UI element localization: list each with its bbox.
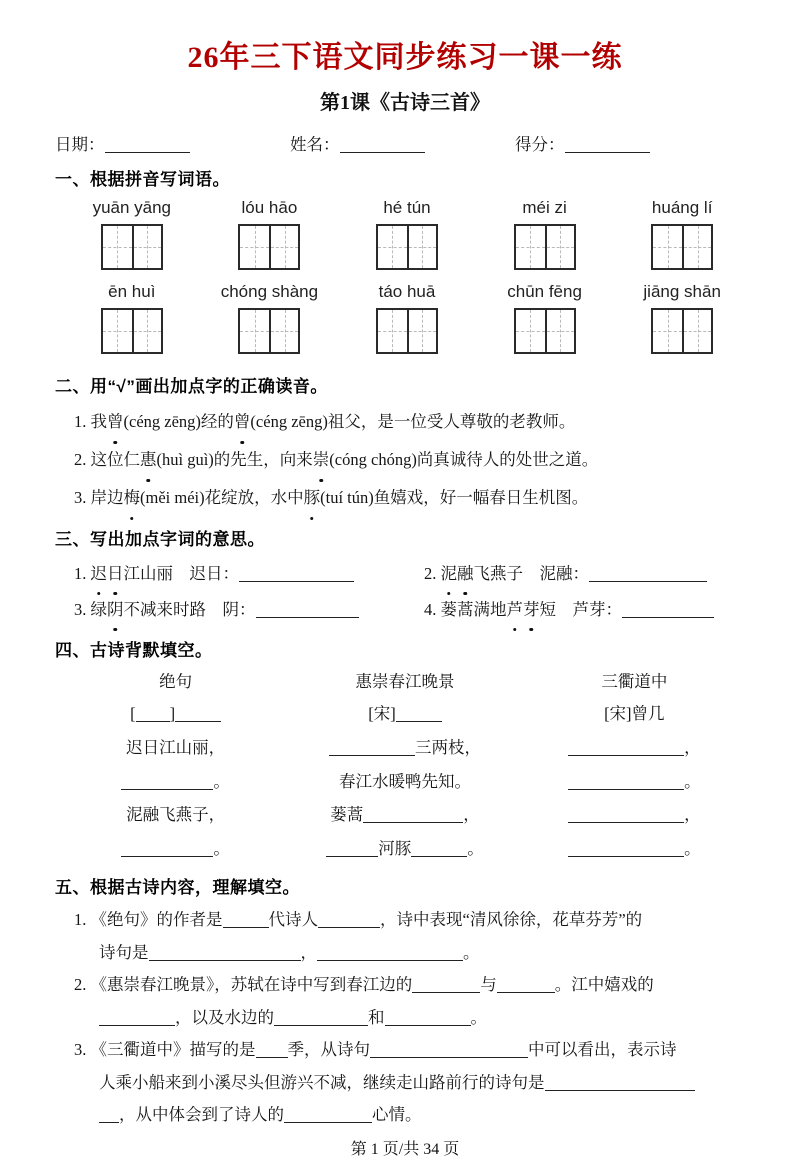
poem-author: [宋] — [290, 697, 519, 731]
pinyin-label: lóu hāo — [241, 198, 298, 217]
fill-in-blank — [545, 1076, 695, 1090]
fill-in-blank — [411, 842, 467, 856]
page-number: 第 1 页/共 34 页 — [350, 1140, 460, 1158]
fill-in-blank — [370, 1044, 528, 1058]
poem-line: 泥融飞燕子， — [126, 805, 226, 824]
info-row — [55, 131, 755, 155]
grid-cell — [545, 310, 574, 352]
fill-in-blank — [149, 946, 301, 960]
grid-cell — [132, 226, 161, 268]
fill-in-blank — [121, 842, 213, 856]
date-field: 日期： — [55, 131, 290, 155]
section3-heading: 三、写出加点字词的意思。 — [55, 530, 265, 549]
writing-grid — [101, 308, 163, 354]
name-field: 姓名： — [290, 131, 515, 155]
fill-in-blank — [568, 742, 684, 756]
grid-cell — [103, 226, 132, 268]
poem-line: ， — [520, 798, 749, 832]
fill-in-blank — [284, 1109, 372, 1123]
writing-grid — [514, 308, 576, 354]
fill-in-blank — [340, 139, 425, 153]
poem-table — [55, 667, 755, 865]
pinyin-label: ēn huì — [108, 282, 156, 301]
meaning-item: 1. 迟日江山丽 迟日： — [55, 556, 405, 592]
pinyin-item — [63, 282, 201, 364]
question-line: ，从中体会到了诗人的 心情。 — [55, 1099, 755, 1132]
fill-in-blank — [396, 708, 442, 722]
poem-line: 。 — [61, 832, 290, 866]
question-line: 1. 《绝句》的作者是 代诗人 ，诗中表现“清风徐徐，花草芬芳”的 — [74, 910, 643, 929]
writing-grid — [651, 224, 713, 270]
fill-in-blank — [622, 604, 714, 618]
comprehension-item — [55, 1034, 755, 1132]
poem-line: 。 — [520, 832, 749, 866]
pinyin-row-2 — [55, 280, 755, 364]
meaning-row — [55, 592, 755, 628]
meaning-item: 2. 泥融飞燕子 泥融： — [405, 556, 707, 592]
writing-grid — [238, 308, 300, 354]
pinyin-label: hé tún — [383, 198, 431, 217]
fill-in-blank — [317, 946, 463, 960]
pinyin-item — [201, 198, 339, 280]
lesson-title: 第1课《古诗三首》 — [320, 92, 490, 114]
poem-sanqu — [520, 667, 749, 865]
grid-cell — [378, 226, 407, 268]
fill-in-blank — [136, 708, 170, 722]
fill-in-blank — [121, 775, 213, 789]
pinyin-label: chóng shàng — [220, 282, 319, 301]
section1-heading: 一、根据拼音写词语。 — [55, 170, 230, 189]
poem-huichong — [290, 667, 519, 865]
poem-line: ， — [520, 731, 749, 765]
fill-in-blank — [497, 979, 555, 993]
fill-in-blank — [568, 775, 684, 789]
poem-line: 。 — [61, 765, 290, 799]
pronunciation-item: 3. 岸边梅(měi méi)花绽放，水中豚(tuí tún)鱼嬉戏，好一幅春日生机图。 — [55, 479, 755, 517]
grid-cell — [545, 226, 574, 268]
fill-in-blank — [105, 139, 190, 153]
poem-author: [ ] — [61, 697, 290, 731]
fill-in-blank — [412, 979, 480, 993]
pinyin-item — [63, 198, 201, 280]
writing-grid — [376, 308, 438, 354]
poem-title: 绝句 — [159, 672, 193, 691]
fill-in-blank — [565, 139, 650, 153]
comprehension-item — [55, 969, 755, 1034]
fill-in-blank — [568, 809, 684, 823]
grid-cell — [132, 310, 161, 352]
grid-cell — [240, 226, 269, 268]
writing-grid — [514, 224, 576, 270]
writing-grid — [651, 308, 713, 354]
question-line: 人乘小船来到小溪尽头但游兴不减，继续走山路前行的诗句是 — [55, 1067, 755, 1100]
poem-line: 迟日江山丽， — [126, 738, 226, 757]
writing-grid — [101, 224, 163, 270]
fill-in-blank — [326, 842, 378, 856]
fill-in-blank — [223, 914, 269, 928]
poem-line: 三两枝， — [290, 731, 519, 765]
page-title: 26年三下语文同步练习一课一练 — [187, 41, 623, 74]
poem-line: 春江水暖鸭先知。 — [338, 771, 471, 791]
grid-cell — [407, 310, 436, 352]
poem-line: 。 — [520, 765, 749, 799]
poem-jueju — [61, 667, 290, 865]
meaning-row — [55, 556, 755, 592]
grid-cell — [516, 226, 545, 268]
pinyin-row-1 — [55, 196, 755, 280]
meaning-item: 3. 绿阴不减来时路 阴： — [55, 592, 405, 628]
fill-in-blank — [99, 1011, 175, 1025]
fill-in-blank — [256, 1044, 288, 1058]
fill-in-blank — [175, 708, 221, 722]
fill-in-blank — [329, 742, 415, 756]
pinyin-item — [613, 282, 751, 364]
fill-in-blank — [385, 1011, 471, 1025]
grid-cell — [407, 226, 436, 268]
grid-cell — [240, 310, 269, 352]
pinyin-label: táo huā — [378, 282, 436, 301]
grid-cell — [269, 310, 298, 352]
fill-in-blank — [568, 842, 684, 856]
grid-cell — [103, 310, 132, 352]
meaning-item: 4. 蒌蒿满地芦芽短 芦芽： — [405, 592, 714, 628]
section5-heading: 五、根据古诗内容，理解填空。 — [55, 878, 300, 897]
fill-in-blank — [363, 809, 463, 823]
fill-in-blank — [318, 914, 380, 928]
question-line: 3. 《三衢道中》描写的是 季，从诗句 中可以看出，表示诗 — [74, 1040, 677, 1059]
poem-title: 惠崇春江晚景 — [355, 672, 455, 691]
grid-cell — [653, 226, 682, 268]
pinyin-item — [613, 198, 751, 280]
pinyin-label: huáng lí — [651, 198, 713, 217]
section4-heading: 四、古诗背默填空。 — [55, 641, 213, 660]
writing-grid — [238, 224, 300, 270]
question-line: 诗句是 ， 。 — [99, 942, 480, 962]
grid-cell — [269, 226, 298, 268]
pinyin-item — [338, 198, 476, 280]
pinyin-item — [476, 198, 614, 280]
question-line: 2. 《惠崇春江晚景》，苏轼在诗中写到春江边的 与 。江中嬉戏的 — [74, 975, 654, 994]
pronunciation-item: 2. 这位仁惠(huì guì)的先生，向来崇(cóng chóng)尚真诚待人的处世之道。 — [55, 441, 755, 479]
question-line: ，以及水边的 和 。 — [55, 1002, 755, 1035]
pinyin-item — [201, 282, 339, 364]
fill-in-blank — [256, 604, 359, 618]
grid-cell — [378, 310, 407, 352]
score-field: 得分： — [515, 131, 750, 155]
pinyin-item — [476, 282, 614, 364]
fill-in-blank — [589, 568, 707, 582]
grid-cell — [516, 310, 545, 352]
grid-cell — [682, 310, 711, 352]
grid-cell — [653, 310, 682, 352]
pinyin-label: jiāng shān — [643, 282, 721, 301]
poem-author: [宋]曾几 — [604, 704, 665, 723]
section2-heading: 二、用“√”画出加点字的正确读音。 — [55, 377, 328, 396]
writing-grid — [376, 224, 438, 270]
grid-cell — [682, 226, 711, 268]
fill-in-blank — [274, 1011, 368, 1025]
pinyin-label: yuān yāng — [92, 198, 172, 217]
fill-in-blank — [239, 568, 354, 582]
poem-title: 三衢道中 — [601, 672, 668, 691]
pinyin-item — [338, 282, 476, 364]
pinyin-label: méi zi — [522, 198, 567, 217]
poem-line: 河豚 。 — [290, 832, 519, 866]
fill-in-blank — [99, 1109, 119, 1123]
poem-line: 蒌蒿 ， — [330, 805, 480, 824]
pronunciation-item: 1. 我曾(céng zēng)经的曾(céng zēng)祖父，是一位受人尊敬的老教师。 — [55, 403, 755, 441]
pinyin-label: chūn fēng — [507, 282, 582, 301]
comprehension-item — [55, 904, 755, 969]
